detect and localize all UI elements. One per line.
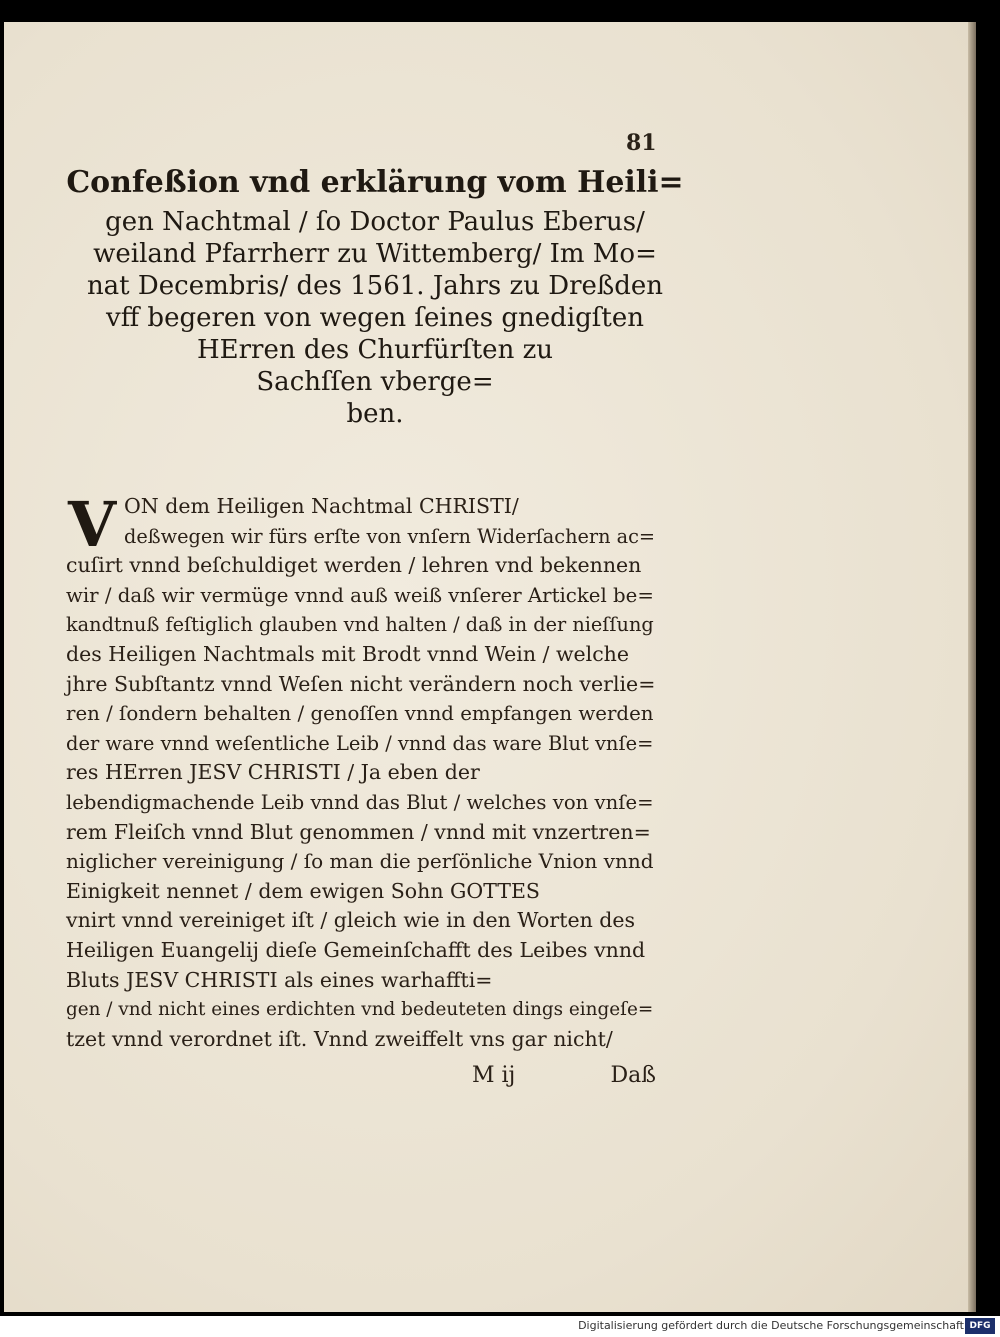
heading-line: HErren des Churfürſten zu <box>196 335 554 365</box>
dfg-logo: DFG <box>965 1318 995 1334</box>
heading-line: Confeßion vnd erklärung vom Heili= <box>66 165 684 200</box>
body-line: des Heiligen Nachtmals mit Brodt vnnd Wein / welche <box>66 641 630 666</box>
heading-line: ben. <box>346 399 404 429</box>
body-line: gen / vnd nicht eines erdichten vnd bedeuteten dings eingeſe= <box>66 999 654 1021</box>
body-line: ON dem Heiligen Nachtmal CHRISTI/ <box>124 494 519 518</box>
body-line: wir / daß wir vermüge vnnd auß weiß vnſerer Artickel be= <box>66 583 654 607</box>
heading-line: weiland Pfarrherr zu Wittemberg/ Im Mo= <box>93 239 657 269</box>
page-edge <box>968 22 976 1312</box>
body-text <box>66 488 666 1054</box>
folio-number: 81 <box>626 130 657 156</box>
catchword: Daß <box>610 1063 656 1088</box>
body-line: lebendigmachende Leib vnnd das Blut / welches von vnſe= <box>66 790 654 814</box>
body-line: ren / ſondern behalten / genoſſen vnnd empfangen werden <box>66 702 654 726</box>
body-line: res HErren JESV CHRISTI / Ja eben der <box>66 760 480 785</box>
body-line: tzet vnnd verordnet iſt. Vnnd zweiffelt vns gar nicht/ <box>66 1026 613 1051</box>
body-line: cuſirt vnnd beſchuldiget werden / lehren vnd bekennen <box>66 553 642 578</box>
drop-cap-initial: V <box>68 488 117 561</box>
heading-line: Sachſſen vberge= <box>256 367 494 397</box>
body-line: Bluts JESV CHRISTI als eines warhaffti= <box>66 967 493 992</box>
body-line: niglicher vereinigung / ſo man die perſönliche Vnion vnnd <box>66 849 654 874</box>
body-line: der ware vnnd weſentliche Leib / vnnd das ware Blut vnſe= <box>66 731 654 755</box>
heading-line: vff begeren von wegen ſeines gnedigſten <box>106 303 644 333</box>
body-line: jhre Subſtantz vnnd Weſen nicht verändern noch verlie= <box>66 671 656 696</box>
signature-mark: M ij <box>472 1063 516 1088</box>
heading-line: gen Nachtmal / ſo Doctor Paulus Eberus/ <box>105 207 645 237</box>
heading-line: nat Decembris/ des 1561. Jahrs zu Dreßden <box>86 271 664 301</box>
body-line: rem Fleiſch vnnd Blut genommen / vnnd mit vnzertren= <box>66 819 651 844</box>
body-line: deßwegen wir fürs erſte von vnſern Widerſachern ac= <box>124 524 656 548</box>
page-title <box>60 160 690 430</box>
body-line: kandtnuß feſtiglich glauben vnd halten / daß in der nieſſung <box>66 613 654 637</box>
body-line: Einigkeit nennet / dem ewigen Sohn GOTTES <box>66 878 540 903</box>
funding-credit: Digitalisierung gefördert durch die Deutsche Forschungsgemeinschaft <box>578 1319 964 1332</box>
body-line: vnirt vnnd vereiniget iſt / gleich wie in den Worten des <box>66 908 636 933</box>
body-line: Heiligen Euangelij dieſe Gemeinſchafft des Leibes vnnd <box>66 937 646 962</box>
